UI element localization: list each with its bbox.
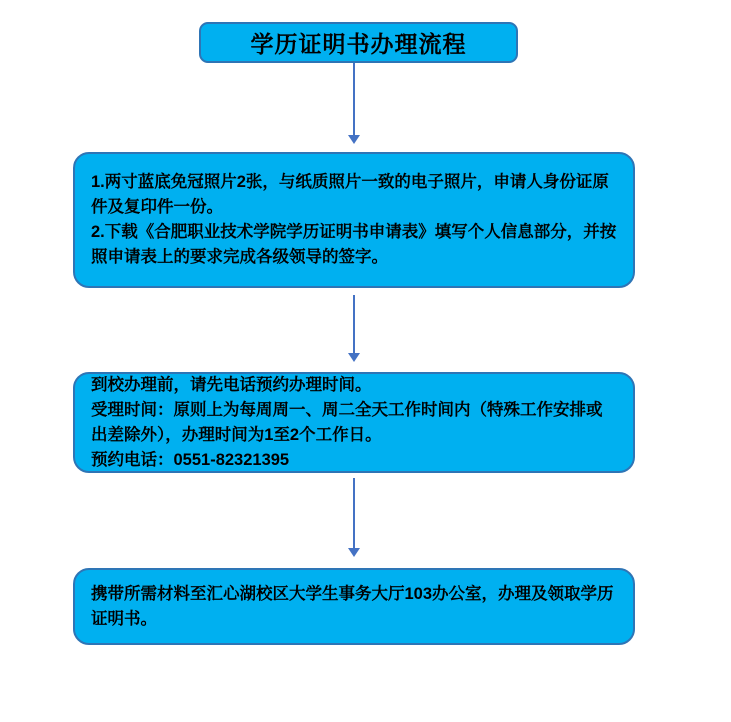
step-box-pickup (73, 568, 635, 645)
flow-arrow-2 (353, 295, 355, 353)
step-paragraph: 携带所需材料至汇心湖校区大学生事务大厅103办公室，办理及领取学历证明书。 (91, 584, 614, 628)
step-paragraph: 到校办理前，请先电话预约办理时间。 (91, 375, 372, 394)
flow-arrow-1 (353, 63, 355, 135)
flowchart-title: 学历证明书办理流程 (250, 31, 467, 57)
step-paragraph: 预约电话：0551-82321395 (91, 450, 290, 469)
step-appointment-text (75, 373, 633, 473)
flow-arrow-3 (353, 478, 355, 548)
step-pickup-text (75, 582, 633, 632)
step-paragraph: 2.下载《合肥职业技术学院学历证明书申请表》填写个人信息部分，并按照申请表上的要求完成各级领导的签字。 (91, 223, 617, 266)
flowchart-title-box (199, 22, 518, 63)
step-paragraph: 受理时间：原则上为每周周一、周二全天工作时间内（特殊工作安排或出差除外），办理时间为1至2个工作日。 (91, 400, 603, 444)
step-paragraph: 1.两寸蓝底免冠照片2张，与纸质照片一致的电子照片，申请人身份证原件及复印件一份。 (91, 173, 609, 216)
step-box-materials (73, 152, 635, 288)
step-materials-text (75, 170, 633, 270)
step-box-appointment (73, 372, 635, 473)
